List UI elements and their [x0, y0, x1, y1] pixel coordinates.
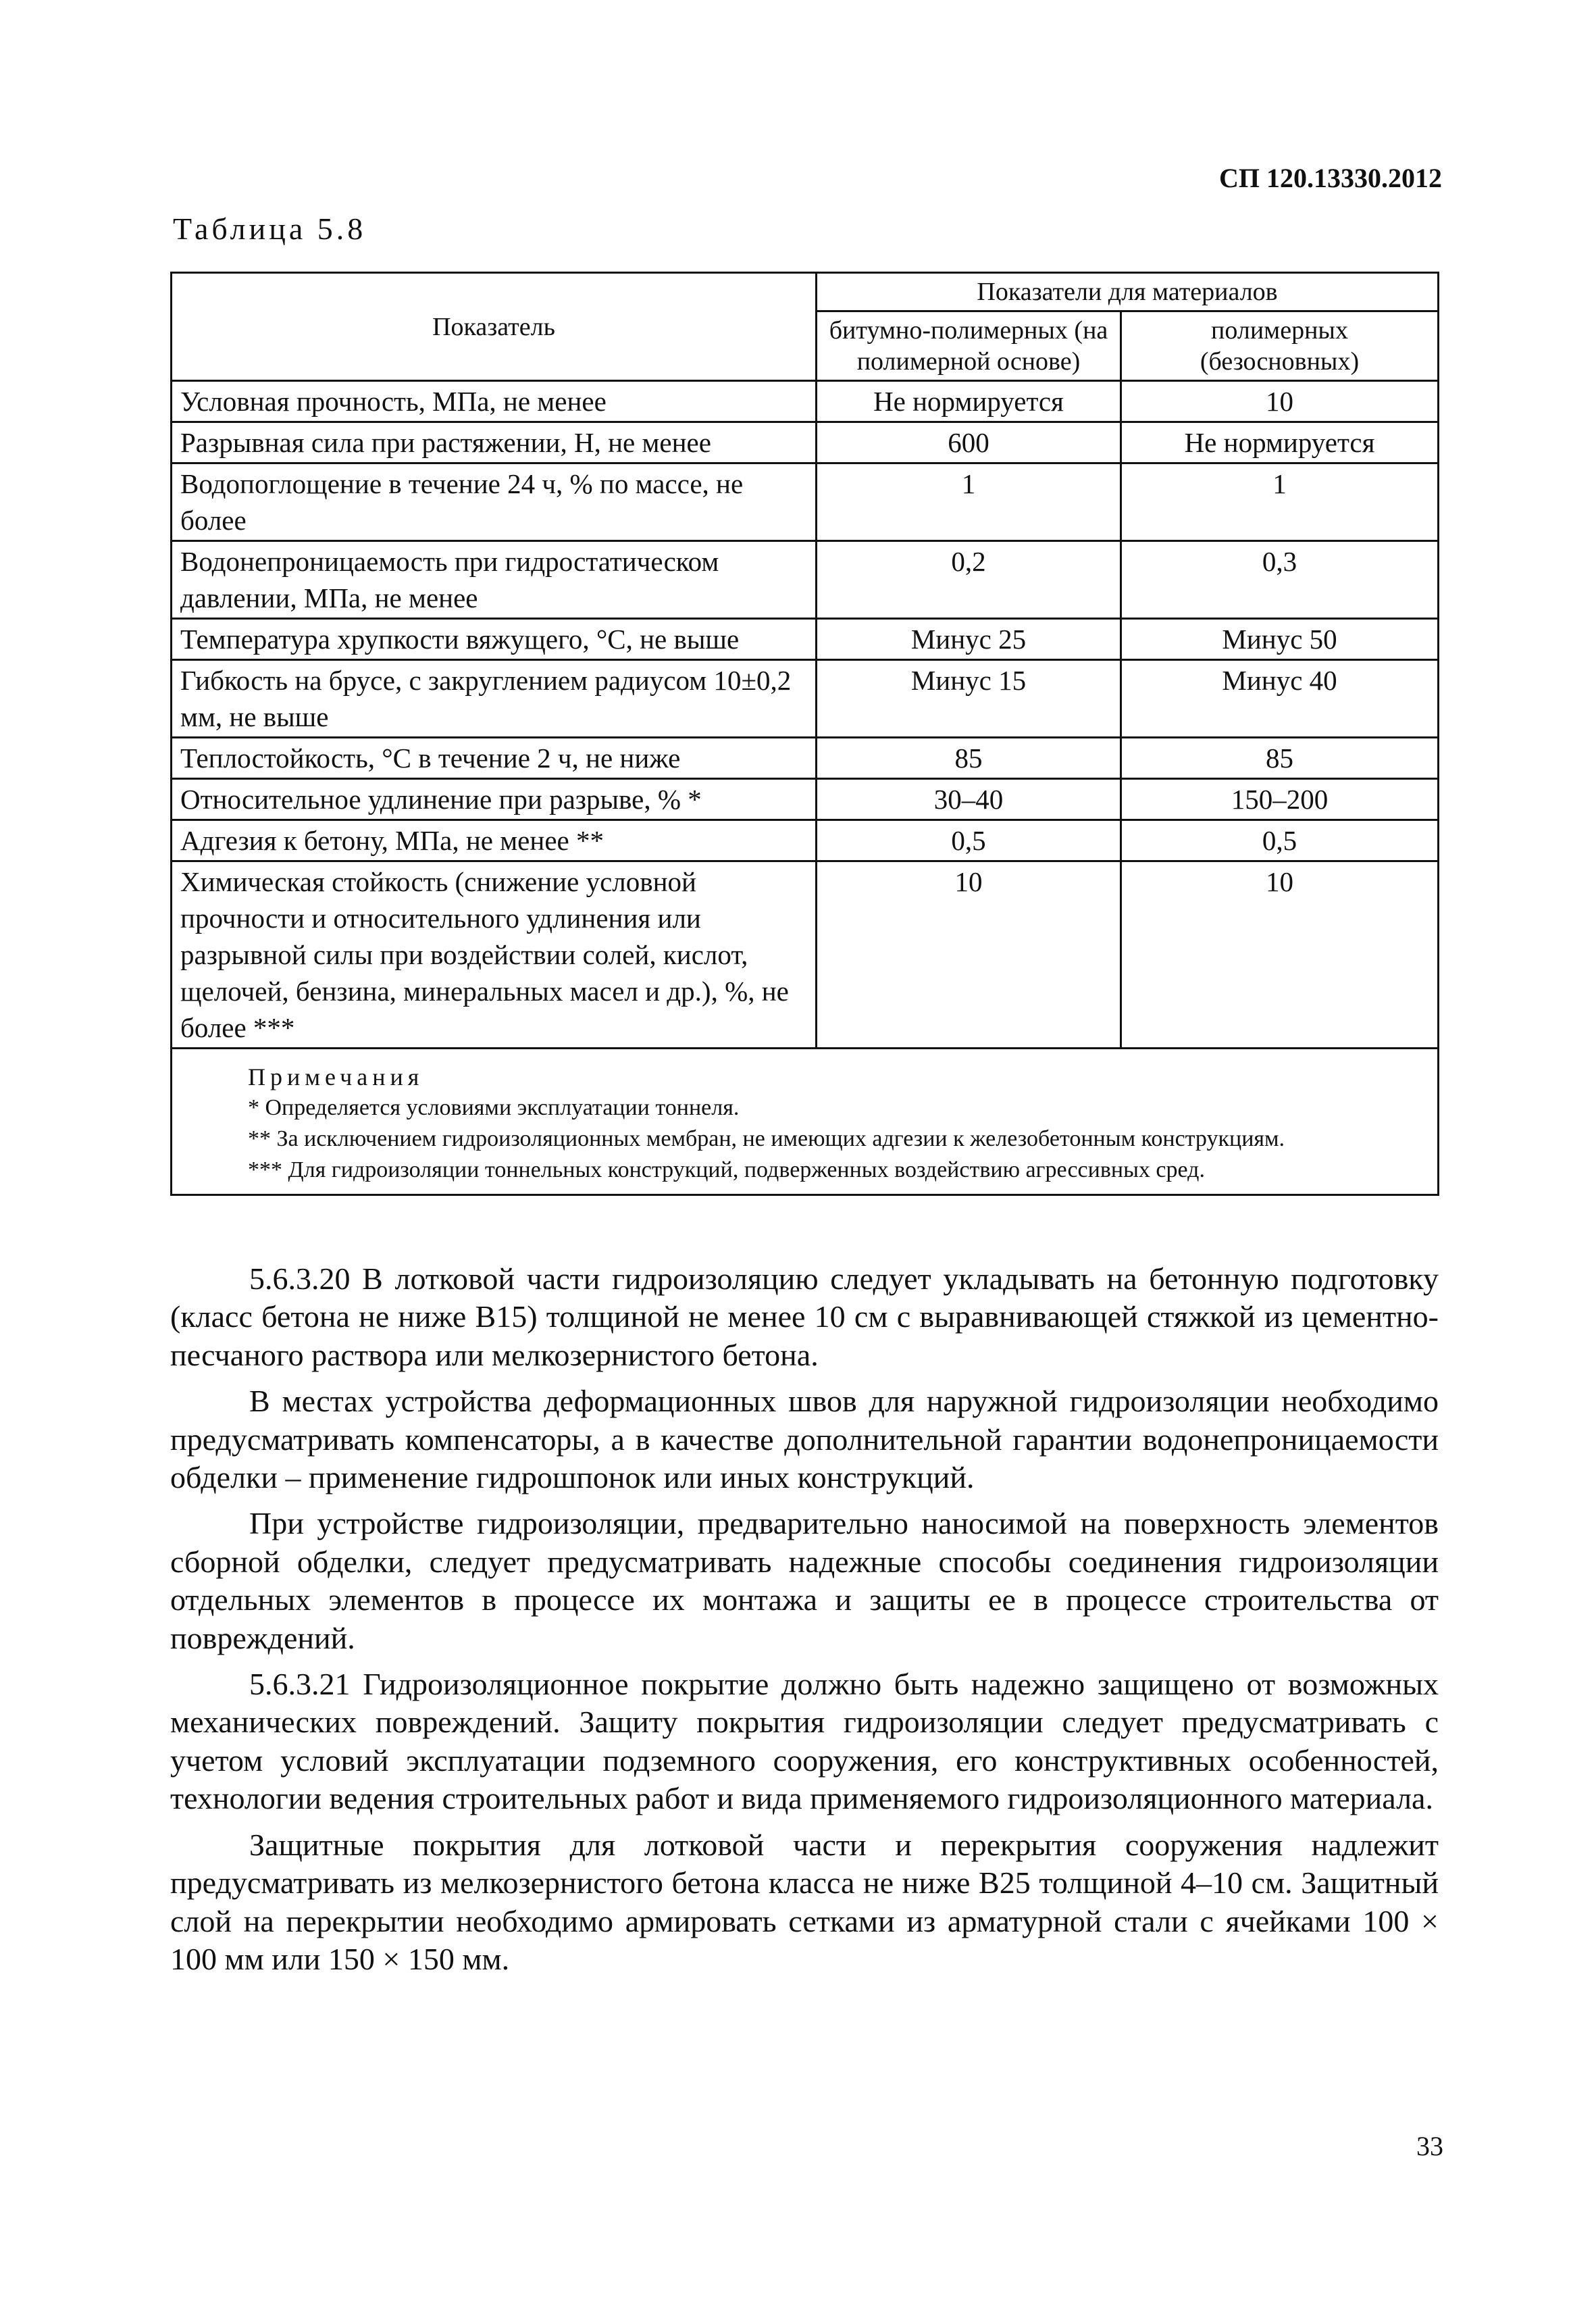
row-value-col2: 85 [1121, 738, 1439, 779]
row-value-col2: 10 [1121, 381, 1439, 422]
row-value-col1: 1 [817, 463, 1121, 541]
note-item: * Определяется условиями эксплуатации тоннеля. [248, 1095, 740, 1120]
note-item: ** За исключением гидроизоляционных мембран, не имеющих адгезии к железобетонным конструкциям. [248, 1126, 1285, 1151]
paragraph: 5.6.3.20 В лотковой части гидроизоляцию следует укладывать на бетонную подготовку (класс бетона не ниже В15) толщиной не менее 10 см с выравнивающей стяжкой из цементно-песчаного раствора или мелкозернистого бетона. [170, 1261, 1439, 1372]
row-value-col2: Минус 50 [1121, 619, 1439, 660]
row-name: Условная прочность, МПа, не менее [172, 381, 817, 422]
row-value-col1: 0,5 [817, 820, 1121, 861]
data-table-container [170, 272, 1437, 1196]
notes-title: Примечания [248, 1063, 424, 1090]
note-item: *** Для гидроизоляции тоннельных конструкций, подверженных воздействию агрессивных сред. [248, 1157, 1205, 1182]
paragraph: 5.6.3.21 Гидроизоляционное покрытие должно быть надежно защищено от возможных механических повреждений. Защиту покрытия гидроизоляции следует предусматривать с учетом условий эксплуатации подземного сооружения, его конструктивных особенностей, технологии ведения строительных работ и вида применяемого гидроизоляционного материала. [170, 1667, 1439, 1816]
row-name: Гибкость на брусе, с закруглением радиусом 10±0,2 мм, не выше [172, 660, 817, 738]
header-materials-group: Показатели для материалов [817, 273, 1439, 311]
table-row [172, 660, 1439, 738]
row-value-col1: 0,2 [817, 541, 1121, 619]
table-row [172, 422, 1439, 463]
table-row [172, 381, 1439, 422]
row-name: Разрывная сила при растяжении, Н, не менее [172, 422, 817, 463]
header-bitumen-polymer: битумно-полимерных (на полимерной основе) [817, 311, 1121, 381]
row-name: Химическая стойкость (снижение условной прочности и относительного удлинения или разрывной силы при воздействии солей, кислот, щелочей, бензина, минеральных масел и др.), %, не более *** [172, 861, 817, 1049]
table-notes-row [172, 1049, 1439, 1195]
table-row [172, 619, 1439, 660]
row-value-col2: 0,5 [1121, 820, 1439, 861]
table-row [172, 463, 1439, 541]
row-name: Теплостойкость, °С в течение 2 ч, не ниже [172, 738, 817, 779]
table-row [172, 738, 1439, 779]
header-indicator: Показатель [172, 273, 817, 381]
properties-table [170, 272, 1439, 1196]
row-name: Водопоглощение в течение 24 ч, % по массе, не более [172, 463, 817, 541]
row-value-col2: 10 [1121, 861, 1439, 1049]
row-name: Температура хрупкости вяжущего, °С, не выше [172, 619, 817, 660]
row-value-col1: Не нормируется [817, 381, 1121, 422]
page-number: 33 [1416, 2131, 1443, 2161]
row-value-col1: 10 [817, 861, 1121, 1049]
header-polymer: полимерных (безосновных) [1121, 311, 1439, 381]
paragraph: Защитные покрытия для лотковой части и перекрытия сооружения надлежит предусматривать из мелкозернистого бетона класса не ниже В25 толщиной 4–10 см. Защитный слой на перекрытии необходимо армировать сетками из арматурной стали с ячейками 100 × 100 мм или 150 × 150 мм. [170, 1827, 1439, 1976]
table-caption: Таблица 5.8 [173, 211, 367, 246]
row-value-col2: Не нормируется [1121, 422, 1439, 463]
paragraph: При устройстве гидроизоляции, предварительно наносимой на поверхность элементов сборной обделки, следует предусматривать надежные способы соединения гидроизоляции отдельных элементов в процессе их монтажа и защиты ее в процессе строительства от повреждений. [170, 1506, 1439, 1655]
document-code: СП 120.13330.2012 [1219, 163, 1442, 193]
row-value-col2: Минус 40 [1121, 660, 1439, 738]
row-value-col1: Минус 15 [817, 660, 1121, 738]
body-text [170, 1260, 1439, 1986]
table-header-row [172, 273, 1439, 311]
paragraph: В местах устройства деформационных швов для наружной гидроизоляции необходимо предусматривать компенсаторы, а в качестве дополнительной гарантии водонепроницаемости обделки – применение гидрошпонок или иных конструкций. [170, 1384, 1439, 1495]
row-value-col1: 30–40 [817, 779, 1121, 820]
row-value-col2: 150–200 [1121, 779, 1439, 820]
table-row [172, 861, 1439, 1049]
row-value-col2: 0,3 [1121, 541, 1439, 619]
row-value-col2: 1 [1121, 463, 1439, 541]
row-name: Адгезия к бетону, МПа, не менее ** [172, 820, 817, 861]
table-notes [172, 1049, 1439, 1195]
table-row [172, 779, 1439, 820]
row-value-col1: 600 [817, 422, 1121, 463]
row-name: Относительное удлинение при разрыве, % * [172, 779, 817, 820]
row-name: Водонепроницаемость при гидростатическом давлении, МПа, не менее [172, 541, 817, 619]
row-value-col1: Минус 25 [817, 619, 1121, 660]
row-value-col1: 85 [817, 738, 1121, 779]
table-row [172, 541, 1439, 619]
table-row [172, 820, 1439, 861]
